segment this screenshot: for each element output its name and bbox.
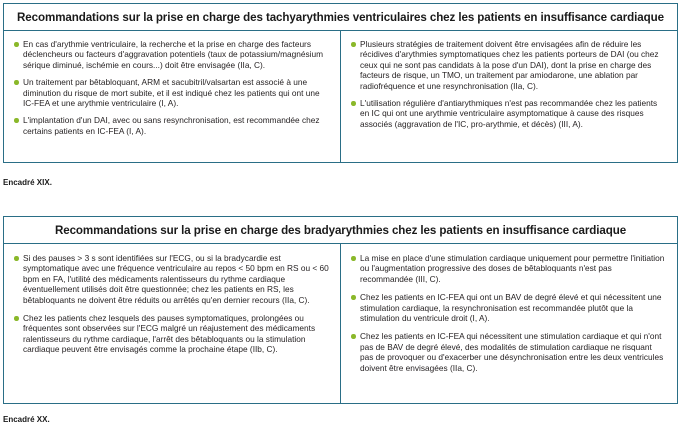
bullet-icon bbox=[14, 118, 19, 123]
item-text: En cas d'arythmie ventriculaire, la recherche et la prise en charge des facteurs déclencheurs ou facteurs d'aggravation potentiels (taux de potassium/magnésium sérique diminué, ischémie en cours...) doit être envisagée (IIa, C). bbox=[23, 39, 323, 70]
item-text: La mise en place d'une stimulation cardiaque uniquement pour permettre l'initiation ou l'augmentation progressive des doses de bêtabloquants n'est pas recommandée (III, C). bbox=[360, 253, 665, 284]
left-column bbox=[4, 244, 341, 403]
list-item bbox=[351, 39, 667, 91]
list-item bbox=[14, 77, 330, 108]
right-column bbox=[341, 31, 677, 162]
box-title: Recommandations sur la prise en charge des tachyarythmies ventriculaires chez les patients en insuffisance cardiaque bbox=[4, 4, 677, 31]
bullet-icon bbox=[351, 256, 356, 261]
bullet-icon bbox=[351, 101, 356, 106]
right-column bbox=[341, 244, 677, 403]
item-text: Chez les patients en IC-FEA qui ont un BAV de degré élevé et qui nécessitent une stimulation cardiaque, la resynchronisation est recommandée plutôt que la stimulation du ventricule droit (I, A). bbox=[360, 292, 662, 324]
bullet-icon bbox=[351, 295, 356, 300]
bullet-icon bbox=[14, 316, 19, 321]
item-text: Chez les patients en IC-FEA qui nécessitent une stimulation cardiaque et qui n'ont pas de BAV de degré élevé, des modalités de stimulation cardiaque ne risquant pas de provoquer ou d'exacerber une désynchronisation entre les deux ventricules doivent être envisagées (IIa, C). bbox=[360, 331, 664, 373]
item-text: Si des pauses > 3 s sont identifiées sur l'ECG, ou si la bradycardie est symptomatique avec une fréquence ventriculaire au repos < 50 bpm en RS ou < 60 bpm en FA, l'utilité des médicaments ralentisseurs du rythme cardiaque éventuellement utilisés doit être questionnée; chez les patients en RS, les bêtabloquants ne doivent être réduits ou arrêtés qu'en dernier recours (IIa, C). bbox=[23, 253, 329, 305]
item-text: Un traitement par bêtabloquant, ARM et sacubitril/valsartan est associé à une diminution du risque de mort subite, et il est indiqué chez les patients qui ont une IC-FEA et une arythmie ventriculaire (I, A). bbox=[23, 77, 320, 109]
item-text: L'utilisation régulière d'antiarythmiques n'est pas recommandée chez les patients en IC qui ont une arythmie ventriculaire asymptomatique à cause des risques associés (aggravation de l'IC, pro-arythmie, et décès) (III, A). bbox=[360, 98, 658, 129]
item-text: L'implantation d'un DAI, avec ou sans resynchronisation, est recommandée chez certains patients en IC-FEA (I, A). bbox=[23, 115, 320, 136]
bullet-icon bbox=[14, 256, 19, 261]
recommendation-box-bradyarythmies bbox=[3, 216, 678, 404]
list-item bbox=[351, 292, 667, 323]
item-text: Plusieurs stratégies de traitement doivent être envisagées afin de réduire les récidives d'arythmies symptomatiques chez les patients porteurs de DAI (ou chez ceux qui ne sont pas candidats à la pose d'un DAI), dont la prise en charge des facteurs de risque, un TMO, un traitement par amiodarone, une ablation par radiofréquence et une resynchronisation (IIa, C). bbox=[360, 39, 659, 91]
bullet-icon bbox=[351, 42, 356, 47]
list-item bbox=[14, 39, 330, 70]
item-text: Chez les patients chez lesquels des pauses symptomatiques, prolongées ou fréquentes sont observées sur l'ECG malgré un réajustement des médicaments ralentisseurs du rythme cardiaque, l'arrêt des bêtabloquants ou la stimulation cardiaque peuvent être envisagés comme la prochaine étape (IIb, C). bbox=[23, 313, 316, 355]
list-item bbox=[351, 98, 667, 129]
list-item bbox=[14, 115, 330, 136]
box-title: Recommandations sur la prise en charge des bradyarythmies chez les patients en insuffisance cardiaque bbox=[4, 217, 677, 244]
caption-encadre-xx: Encadré XX. bbox=[3, 415, 50, 424]
list-item bbox=[14, 253, 330, 305]
list-item bbox=[14, 313, 330, 355]
bullet-icon bbox=[351, 334, 356, 339]
recommendation-box-tachyarythmies bbox=[3, 3, 678, 163]
list-item bbox=[351, 331, 667, 373]
bullet-icon bbox=[14, 80, 19, 85]
caption-encadre-xix: Encadré XIX. bbox=[3, 178, 52, 187]
bullet-icon bbox=[14, 42, 19, 47]
left-column bbox=[4, 31, 341, 162]
list-item bbox=[351, 253, 667, 284]
